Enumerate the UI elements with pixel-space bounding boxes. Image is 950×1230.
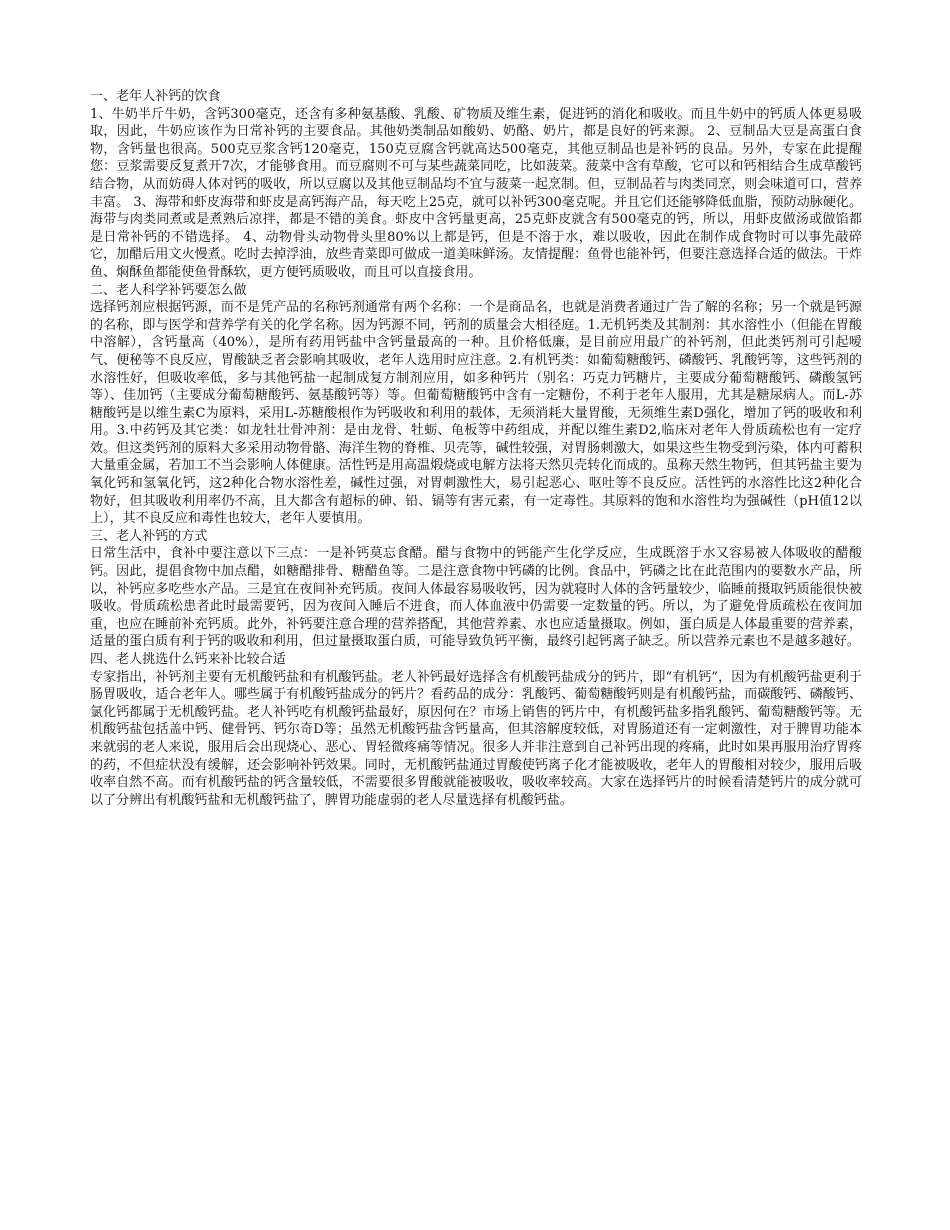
section-paragraph: 1、牛奶半斤牛奶，含钙300毫克，还含有多种氨基酸、乳酸、矿物质及维生素，促进钙的消化和吸收。而且牛奶中的钙质人体更易吸取，因此，牛奶应该作为日常补钙的主要食品。其他奶类制品如酸奶、奶酪、奶片，都是良好的钙来源。 2、豆制品大豆是高蛋白食物，含钙量也很高。500克豆浆含钙120毫克，150克豆腐含钙就高达500毫克，其他豆制品也是补钙的良品。另外，专家在此提醒您：豆浆需要反复煮开7次，才能够食用。而豆腐则不可与某些蔬菜同吃，比如菠菜。菠菜中含有草酸，它可以和钙相结合生成草酸钙结合物，从而妨碍人体对钙的吸收，所以豆腐以及其他豆制品均不宜与菠菜一起烹制。但，豆制品若与肉类同烹，则会味道可口，营养丰富。 3、海带和虾皮海带和虾皮是高钙海产品，每天吃上25克，就可以补钙300毫克呢。并且它们还能够降低血脂，预防动脉硬化。海带与肉类同煮或是煮熟后凉拌，都是不错的美食。虾皮中含钙量更高，25克虾皮就含有500毫克的钙，所以，用虾皮做汤或做馅都是日常补钙的不错选择。 4、动物骨头动物骨头里80%以上都是钙，但是不溶于水，难以吸收，因此在制作成食物时可以事先敲碎它，加醋后用文火慢煮。吃时去掉浮油，放些青菜即可做成一道美味鲜汤。友情提醒：鱼骨也能补钙，但要注意选择合适的做法。干炸鱼、焖酥鱼都能使鱼骨酥软，更方便钙质吸收，而且可以直接食用。 bbox=[90, 106, 862, 280]
section-paragraph: 日常生活中，食补中要注意以下三点：一是补钙莫忘食醋。醋与食物中的钙能产生化学反应，生成既溶于水又容易被人体吸收的醋酸钙。因此，提倡食物中加点醋，如糖醋排骨、糖醋鱼等。二是注意食物中钙磷的比例。食品中，钙磷之比在此范围内的要数水产品，所以，补钙应多吃些水产品。三是宜在夜间补充钙质。夜间人体最容易吸收钙，因为就寝时人体的含钙量较少，临睡前摄取钙质能很快被吸收。骨质疏松患者此时最需要钙，因为夜间入睡后不进食，而人体血液中仍需要一定数量的钙。所以，为了避免骨质疏松在夜间加重，也应在睡前补充钙质。此外，补钙要注意合理的营养搭配，其他营养素、水也应适量摄取。例如，蛋白质是人体最重要的营养素，适量的蛋白质有利于钙的吸收和利用，但过量摄取蛋白质，可能导致负钙平衡，最终引起钙离子缺乏。所以营养元素也不是越多越好。 bbox=[90, 546, 862, 650]
section-diet bbox=[90, 88, 862, 282]
section-title: 二、老人科学补钙要怎么做 bbox=[90, 282, 247, 298]
section-paragraph: 选择钙剂应根据钙源，而不是凭产品的名称钙剂通常有两个名称：一个是商品名，也就是消费者通过广告了解的名称；另一个就是钙源的名称，即与医学和营养学有关的化学名称。因为钙源不同，钙剂的质量会大相径庭。1.无机钙类及其制剂：其水溶性小（但能在胃酸中溶解），含钙量高（40%），是所有药用钙盐中含钙量最高的一种。且价格低廉，是目前应用最广的补钙剂，但此类钙剂可引起嗳气、便秘等不良反应，胃酸缺乏者会影响其吸收，老年人选用时应注意。2.有机钙类：如葡萄糖酸钙、磷酸钙、乳酸钙等，这些钙剂的水溶性好，但吸收率低，多与其他钙盐一起制成复方制剂应用，如多种钙片（别名：巧克力钙糖片，主要成分葡萄糖酸钙、磷酸氢钙等）、佳加钙（主要成分葡萄糖酸钙、氨基酸钙等）等。但葡萄糖酸钙中含有一定糖份，不利于老年人服用，尤其是糖尿病人。而L-苏糖酸钙是以维生素C为原料，采用L-苏糖酸根作为钙吸收和利用的载体，无须消耗大量胃酸，无须维生素D强化，增加了钙的吸收和利用。3.中药钙及其它类：如龙牡壮骨冲剂：是由龙骨、牡蛎、龟板等中药组成，并配以维生素D2,临床对老年人骨质疏松也有一定疗效。但这类钙剂的原料大多采用动物骨骼、海洋生物的脊椎、贝壳等，碱性较强，对胃肠刺激大，如果这些生物受到污染，体内可蓄积大量重金属，若加工不当会影响人体健康。活性钙是用高温煅烧或电解方法将天然贝壳转化而成的。虽称天然生物钙，但其钙盐主要为氧化钙和氢氧化钙，这2种化合物水溶性差，碱性过强，对胃刺激性大，易引起恶心、呕吐等不良反应。活性钙的水溶性比这2种化合物好，但其吸收利用率仍不高，且大都含有超标的砷、铅、镉等有害元素，有一定毒性。其原料的饱和水溶性均为强碱性（pH值12以上），其不良反应和毒性也较大，老年人要慎用。 bbox=[90, 300, 862, 527]
section-methods bbox=[90, 528, 862, 651]
section-title: 四、老人挑选什么钙来补比较合适 bbox=[90, 652, 286, 667]
section-paragraph: 专家指出，补钙剂主要有无机酸钙盐和有机酸钙盐。老人补钙最好选择含有机酸钙盐成分的钙片，即“有机钙”，因为有机酸钙盐更利于肠胃吸收，适合老年人。哪些属于有机酸钙盐成分的钙片？看药品的成分：乳酸钙、葡萄糖酸钙则是有机酸钙盐，而碳酸钙、磷酸钙、氯化钙都属于无机酸钙盐。老人补钙吃有机酸钙盐最好，原因何在？市场上销售的钙片中，有机酸钙盐多指乳酸钙、葡萄糖酸钙等。无机酸钙盐包括盖中钙、健骨钙、钙尔奇D等；虽然无机酸钙盐含钙量高，但其溶解度较低，对胃肠道还有一定刺激性，对于脾胃功能本来就弱的老人来说，服用后会出现烧心、恶心、胃轻微疼痛等情况。很多人并非注意到自己补钙出现的疼痛，此时如果再服用治疗胃疼的药，不但症状没有缓解，还会影响补钙效果。同时，无机酸钙盐通过胃酸使钙离子化才能被吸收，老年人的胃酸相对较少，服用后吸收率自然不高。而有机酸钙盐的钙含量较低，不需要很多胃酸就能被吸收，吸收率较高。大家在选择钙片的时候看清楚钙片的成分就可以了分辨出有机酸钙盐和无机酸钙盐了，脾胃功能虚弱的老人尽量选择有机酸钙盐。 bbox=[90, 669, 862, 808]
section-scientific-supplement bbox=[90, 282, 862, 528]
section-choosing-calcium bbox=[90, 651, 862, 809]
section-title: 三、老人补钙的方式 bbox=[90, 528, 208, 544]
article bbox=[90, 88, 862, 809]
section-title: 一、老年人补钙的饮食 bbox=[90, 89, 221, 104]
